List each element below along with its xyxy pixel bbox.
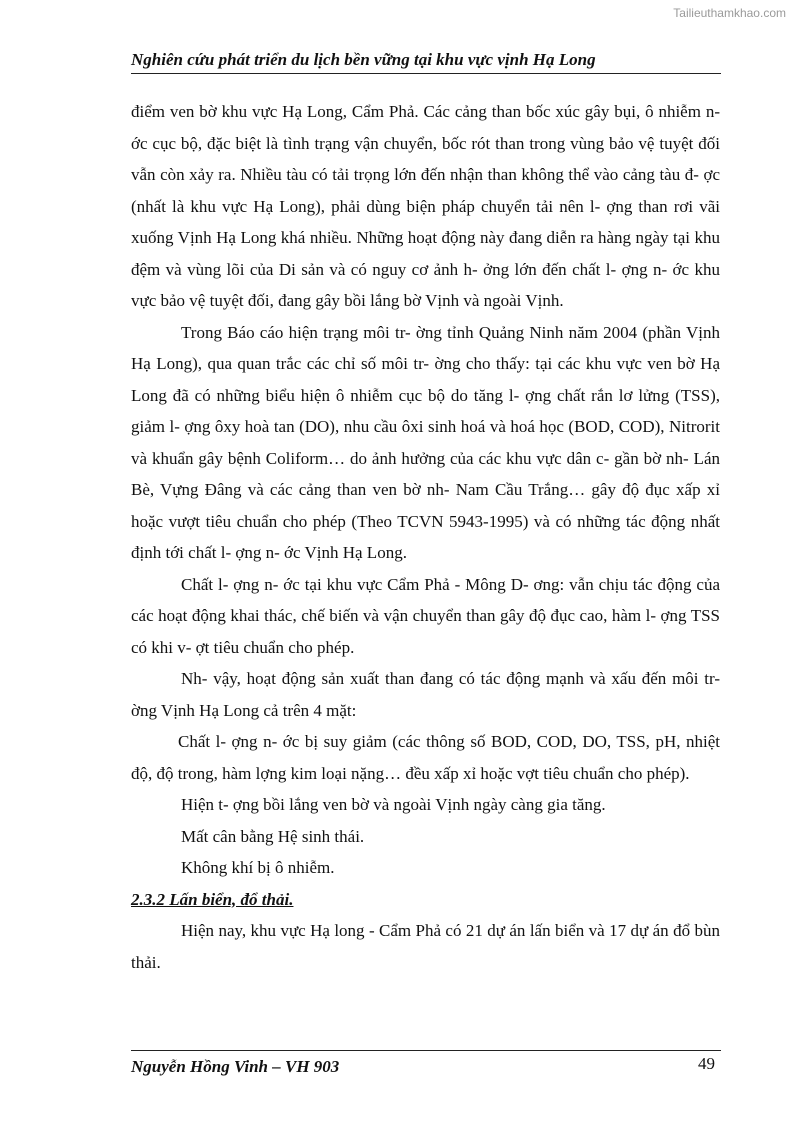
page-number: 49: [698, 1054, 715, 1073]
paragraph: Trong Báo cáo hiện trạng môi tr- ờng tỉnh Quảng Ninh năm 2004 (phần Vịnh Hạ Long), qua quan trắc các chỉ số môi tr- ờng cho thấy: tại các khu vực ven bờ Hạ Long đã có những biểu hiện ô nhiễm cục bộ do tăng l- ợng chất rắn lơ lửng (TSS), giảm l- ợng ôxy hoà tan (DO), nhu cầu ôxi sinh hoá và hoá học (BOD, COD), Nitrorit và khuẩn gây bệnh Coliform… do ảnh hưởng của các khu vực dân c- gần bờ nh- Lán Bè, Vựng Đâng và các cảng than ven bờ nh- Nam Cầu Trắng… gây độ đục xấp xỉ hoặc vượt tiêu chuẩn cho phép (Theo TCVN 5943-1995) và có những tác động nhất định tới chất l- ợng n- ớc Vịnh Hạ Long.: [131, 322, 720, 562]
running-header: Nghiên cứu phát triển du lịch bền vững tại khu vực vịnh Hạ Long: [131, 50, 596, 69]
header-divider: [131, 73, 721, 74]
paragraph: Hiện nay, khu vực Hạ long - Cẩm Phả có 21 dự án lấn biển và 17 dự án đổ bùn thải.: [131, 921, 720, 972]
paragraph: Chất l- ợng n- ớc tại khu vực Cẩm Phả - Mông D- ơng: vẫn chịu tác động của các hoạt động khai thác, chế biến và vận chuyển than gây độ đục cao, hàm l- ợng TSS có khi v- ợt tiêu chuẩn cho phép.: [131, 574, 720, 657]
paragraph: điểm ven bờ khu vực Hạ Long, Cẩm Phả. Các cảng than bốc xúc gây bụi, ô nhiễm n- ớc cục bộ, đặc biệt là tình trạng vận chuyển, bốc rót than trong vùng bảo vệ tuyệt đối vẫn còn xảy ra. Nhiều tàu có tải trọng lớn đến nhận than không thể vào cảng tàu đ- ợc (nhất là khu vực Hạ Long), phải dùng biện pháp chuyển tải nên l- ợng than rơi vãi xuống Vịnh Hạ Long khá nhiều. Những hoạt động này đang diễn ra hàng ngày tại khu đệm và vùng lõi của Di sản và có nguy cơ ảnh h- ởng lớn đến chất l- ợng n- ớc khu vực bảo vệ tuyệt đối, đang gây bồi lắng bờ Vịnh và ngoài Vịnh.: [131, 102, 720, 310]
section-heading: 2.3.2 Lấn biển, đổ thải.: [131, 889, 294, 909]
list-paragraph: Không khí bị ô nhiễm.: [181, 858, 335, 877]
watermark: Tailieuthamkhao.com: [673, 6, 786, 20]
footer-divider: [131, 1050, 721, 1051]
paragraph: Nh- vậy, hoạt động sản xuất than đang có tác động mạnh và xấu đến môi tr- ờng Vịnh Hạ Long cả trên 4 mặt:: [131, 669, 720, 720]
list-paragraph: Chất l- ợng n- ớc bị suy giảm (các thông số BOD, COD, DO, TSS, pH, nhiệt độ, độ trong, hàm lợng kim loại nặng… đều xấp xỉ hoặc vợt tiêu chuẩn cho phép).: [131, 732, 720, 783]
list-paragraph: Hiện t- ợng bồi lắng ven bờ và ngoài Vịnh ngày càng gia tăng.: [181, 795, 606, 814]
footer-author: Nguyễn Hồng Vinh – VH 903: [131, 1057, 340, 1076]
page-body: [131, 96, 720, 978]
list-paragraph: Mất cân bằng Hệ sinh thái.: [181, 826, 365, 846]
